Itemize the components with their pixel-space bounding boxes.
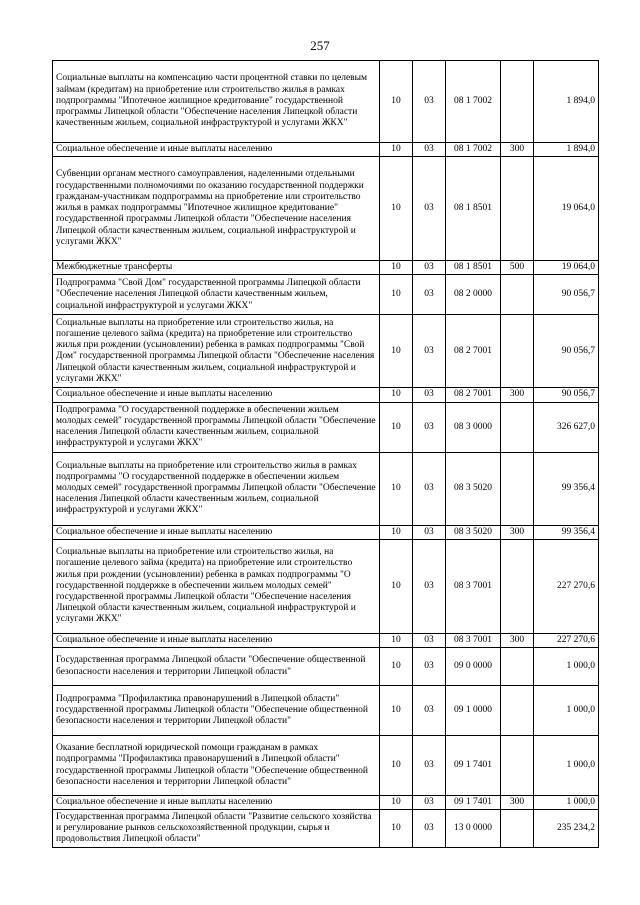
row-expense-type bbox=[501, 402, 534, 452]
row-amount: 1 894,0 bbox=[534, 143, 599, 157]
row-target-article: 09 1 7401 bbox=[446, 796, 501, 810]
table-row bbox=[53, 61, 599, 143]
row-target-article: 08 3 5020 bbox=[446, 452, 501, 525]
row-expense-type: 300 bbox=[501, 633, 534, 647]
row-target-article: 13 0 0000 bbox=[446, 810, 501, 848]
row-section: 10 bbox=[380, 796, 413, 810]
row-expense-type bbox=[501, 275, 534, 315]
row-expense-type: 500 bbox=[501, 261, 534, 275]
row-target-article: 08 1 7002 bbox=[446, 143, 501, 157]
page-number: 257 bbox=[310, 38, 330, 53]
table-row bbox=[53, 525, 599, 539]
table-row bbox=[53, 388, 599, 402]
row-subsection: 03 bbox=[413, 261, 446, 275]
row-target-article: 08 2 0000 bbox=[446, 275, 501, 315]
row-amount: 326 627,0 bbox=[534, 402, 599, 452]
row-target-article: 08 3 7001 bbox=[446, 633, 501, 647]
row-expense-type bbox=[501, 810, 534, 848]
row-section: 10 bbox=[380, 525, 413, 539]
row-target-article: 08 2 7001 bbox=[446, 388, 501, 402]
table-row bbox=[53, 633, 599, 647]
row-subsection: 03 bbox=[413, 315, 446, 388]
row-subsection: 03 bbox=[413, 452, 446, 525]
row-subsection: 03 bbox=[413, 143, 446, 157]
row-name: Социальное обеспечение и иные выплаты населению bbox=[53, 388, 380, 402]
row-target-article: 08 3 5020 bbox=[446, 525, 501, 539]
budget-table-body bbox=[53, 61, 599, 848]
row-section: 10 bbox=[380, 315, 413, 388]
row-amount: 19 064,0 bbox=[534, 157, 599, 261]
row-name: Социальное обеспечение и иные выплаты населению bbox=[53, 525, 380, 539]
table-row bbox=[53, 157, 599, 261]
row-amount: 1 000,0 bbox=[534, 686, 599, 736]
table-row bbox=[53, 261, 599, 275]
row-name: Оказание бесплатной юридической помощи гражданам в рамках подпрограммы "Профилактика правонарушений в Липецкой области" государственной программы Липецкой области "Обеспечение общественной безопасности населения и территории Липецкой области" bbox=[53, 736, 380, 796]
row-name: Подпрограмма "Свой Дом" государственной программы Липецкой области "Обеспечение населения Липецкой области качественным жильем, социальной инфраструктурой и услугами ЖКХ" bbox=[53, 275, 380, 315]
row-section: 10 bbox=[380, 61, 413, 143]
row-target-article: 08 3 0000 bbox=[446, 402, 501, 452]
row-name: Социальное обеспечение и иные выплаты населению bbox=[53, 633, 380, 647]
row-name: Социальные выплаты на компенсацию части процентной ставки по целевым займам (кредитам) на приобретение или строительство жилья в рамках подпрограммы "Ипотечное жилищное кредитование" государственной программы Липецкой области "Обеспечение населения Липецкой области качественным жильем, социальной инфраструктурой и услугами ЖКХ" bbox=[53, 61, 380, 143]
row-subsection: 03 bbox=[413, 157, 446, 261]
row-target-article: 09 1 0000 bbox=[446, 686, 501, 736]
row-name: Субвенции органам местного самоуправления, наделенными отдельными государственными полномочиями по оказанию государственной поддержки гражданам-участникам подпрограммы на приобретение или строительство жилья в рамках подпрограммы "Ипотечное жилищное кредитование" государственной программы Липецкой области "Обеспечение населения Липецкой области качественным жильем, социальной инфраструктурой и услугами ЖКХ" bbox=[53, 157, 380, 261]
row-amount: 99 356,4 bbox=[534, 525, 599, 539]
row-section: 10 bbox=[380, 648, 413, 686]
row-expense-type bbox=[501, 452, 534, 525]
row-name: Социальные выплаты на приобретение или строительство жилья, на погашение целевого займа (кредита) на приобретение или строительство жилья при рождении (усыновлении) ребенка в рамках подпрограммы "О государственной поддержке в обеспечении жильем молодых семей" государственной программы Липецкой области "Обеспечение населения Липецкой области качественным жильем, социальной инфраструктурой и услугами ЖКХ" bbox=[53, 539, 380, 633]
row-name: Социальные выплаты на приобретение или строительство жилья в рамках подпрограммы "О государственной поддержке в обеспечении жильем молодых семей" государственной программы Липецкой области "Обеспечение населения Липецкой области качественным жильем, социальной инфраструктурой и услугами ЖКХ" bbox=[53, 452, 380, 525]
row-target-article: 08 1 8501 bbox=[446, 157, 501, 261]
row-amount: 1 000,0 bbox=[534, 736, 599, 796]
table-row bbox=[53, 810, 599, 848]
row-section: 10 bbox=[380, 261, 413, 275]
row-amount: 90 056,7 bbox=[534, 388, 599, 402]
row-amount: 90 056,7 bbox=[534, 315, 599, 388]
row-expense-type: 300 bbox=[501, 796, 534, 810]
table-row bbox=[53, 402, 599, 452]
row-subsection: 03 bbox=[413, 388, 446, 402]
row-expense-type bbox=[501, 686, 534, 736]
row-section: 10 bbox=[380, 452, 413, 525]
row-section: 10 bbox=[380, 810, 413, 848]
budget-table bbox=[52, 60, 599, 848]
row-target-article: 09 0 0000 bbox=[446, 648, 501, 686]
row-subsection: 03 bbox=[413, 525, 446, 539]
row-subsection: 03 bbox=[413, 61, 446, 143]
row-target-article: 08 1 7002 bbox=[446, 61, 501, 143]
row-amount: 1 894,0 bbox=[534, 61, 599, 143]
table-row bbox=[53, 686, 599, 736]
row-subsection: 03 bbox=[413, 648, 446, 686]
row-expense-type: 300 bbox=[501, 388, 534, 402]
row-section: 10 bbox=[380, 686, 413, 736]
table-row bbox=[53, 539, 599, 633]
row-amount: 235 234,2 bbox=[534, 810, 599, 848]
row-name: Социальное обеспечение и иные выплаты населению bbox=[53, 796, 380, 810]
row-subsection: 03 bbox=[413, 633, 446, 647]
row-target-article: 08 2 7001 bbox=[446, 315, 501, 388]
row-subsection: 03 bbox=[413, 275, 446, 315]
row-name: Межбюджетные трансферты bbox=[53, 261, 380, 275]
row-name: Подпрограмма "Профилактика правонарушений в Липецкой области" государственной программы Липецкой области "Обеспечение общественной безопасности населения и территории Липецкой области" bbox=[53, 686, 380, 736]
row-section: 10 bbox=[380, 388, 413, 402]
row-expense-type bbox=[501, 157, 534, 261]
row-name: Социальное обеспечение и иные выплаты населению bbox=[53, 143, 380, 157]
row-section: 10 bbox=[380, 633, 413, 647]
row-subsection: 03 bbox=[413, 402, 446, 452]
row-amount: 90 056,7 bbox=[534, 275, 599, 315]
row-subsection: 03 bbox=[413, 796, 446, 810]
row-amount: 227 270,6 bbox=[534, 539, 599, 633]
row-subsection: 03 bbox=[413, 539, 446, 633]
table-row bbox=[53, 143, 599, 157]
row-name: Социальные выплаты на приобретение или строительство жилья, на погашение целевого займа (кредита) на приобретение или строительство жилья при рождении (усыновлении) ребенка в рамках подпрограммы "Свой Дом" государственной программы Липецкой области "Обеспечение населения Липецкой области качественным жильем, социальной инфраструктурой и услугами ЖКХ" bbox=[53, 315, 380, 388]
row-section: 10 bbox=[380, 157, 413, 261]
row-name: Государственная программа Липецкой области "Обеспечение общественной безопасности населения и территории Липецкой области" bbox=[53, 648, 380, 686]
row-expense-type bbox=[501, 736, 534, 796]
row-expense-type: 300 bbox=[501, 143, 534, 157]
table-row bbox=[53, 275, 599, 315]
table-row bbox=[53, 315, 599, 388]
row-section: 10 bbox=[380, 275, 413, 315]
row-section: 10 bbox=[380, 143, 413, 157]
row-expense-type bbox=[501, 648, 534, 686]
row-section: 10 bbox=[380, 402, 413, 452]
table-row bbox=[53, 736, 599, 796]
row-section: 10 bbox=[380, 539, 413, 633]
table-row bbox=[53, 796, 599, 810]
row-expense-type: 300 bbox=[501, 525, 534, 539]
row-expense-type bbox=[501, 539, 534, 633]
row-subsection: 03 bbox=[413, 810, 446, 848]
table-row bbox=[53, 648, 599, 686]
row-target-article: 08 3 7001 bbox=[446, 539, 501, 633]
row-name: Подпрограмма "О государственной поддержке в обеспечении жильем молодых семей" государственной программы Липецкой области "Обеспечение населения Липецкой области качественным жильем, социальной инфраструктурой и услугами ЖКХ" bbox=[53, 402, 380, 452]
row-amount: 1 000,0 bbox=[534, 796, 599, 810]
row-amount: 227 270,6 bbox=[534, 633, 599, 647]
row-amount: 19 064,0 bbox=[534, 261, 599, 275]
row-subsection: 03 bbox=[413, 686, 446, 736]
row-target-article: 08 1 8501 bbox=[446, 261, 501, 275]
row-expense-type bbox=[501, 315, 534, 388]
row-amount: 99 356,4 bbox=[534, 452, 599, 525]
row-expense-type bbox=[501, 61, 534, 143]
row-amount: 1 000,0 bbox=[534, 648, 599, 686]
row-name: Государственная программа Липецкой области "Развитие сельского хозяйства и регулирование рынков сельскохозяйственной продукции, сырья и продовольствия Липецкой области" bbox=[53, 810, 380, 848]
row-section: 10 bbox=[380, 736, 413, 796]
table-row bbox=[53, 452, 599, 525]
row-subsection: 03 bbox=[413, 736, 446, 796]
row-target-article: 09 1 7401 bbox=[446, 736, 501, 796]
